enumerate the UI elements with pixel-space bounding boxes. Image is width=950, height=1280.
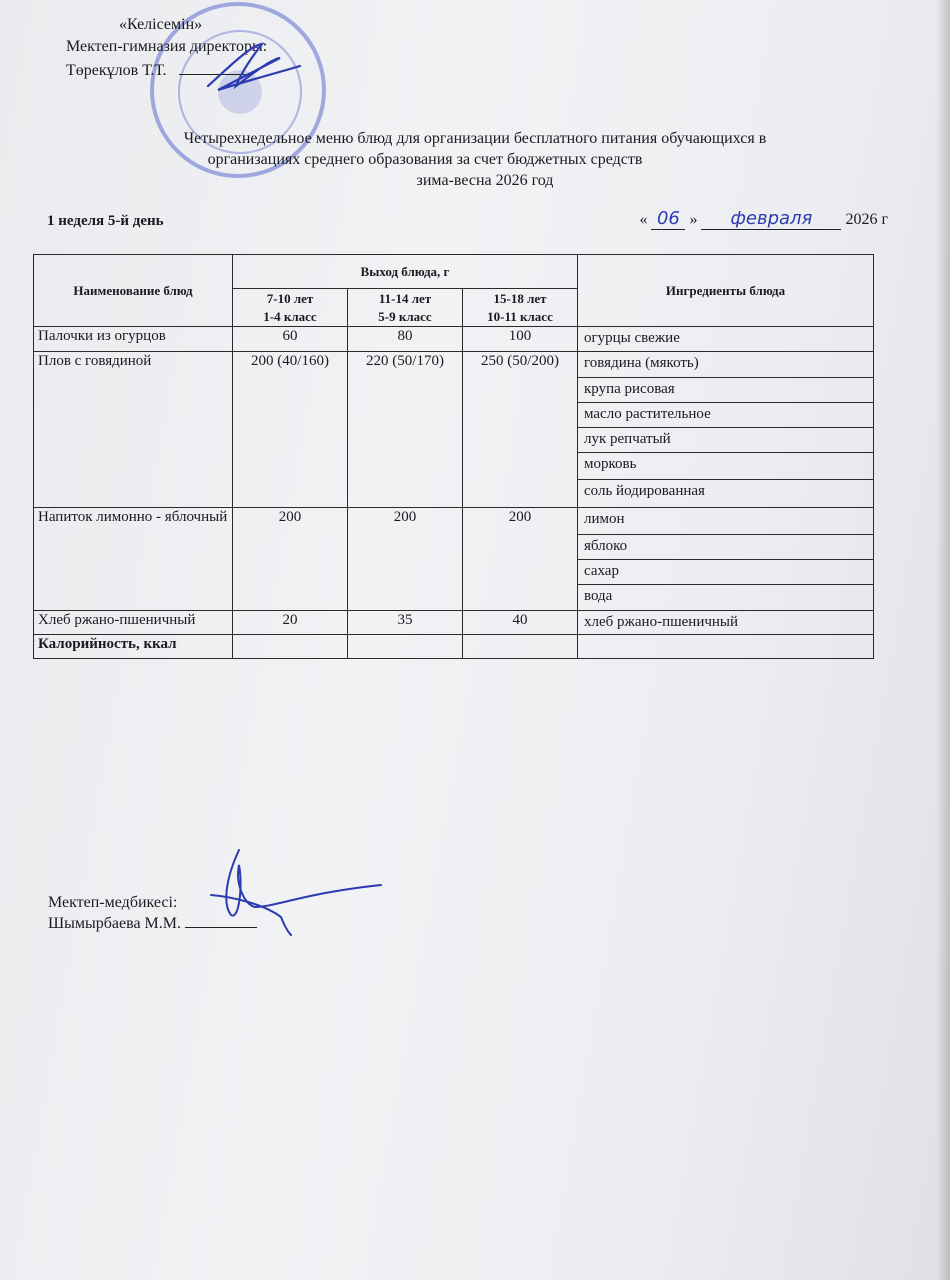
ingredients-cell: [578, 352, 874, 508]
director-signature: [200, 36, 310, 96]
date-open-quote: «: [639, 211, 648, 228]
approval-position: Мектеп-гимназия директоры:: [66, 38, 268, 55]
ingredient: соль йодированная: [584, 483, 705, 499]
title-line-3: зима-весна 2026 год: [416, 172, 554, 189]
page-edge-shadow: [936, 0, 950, 1280]
dish-name: Плов с говядиной: [34, 352, 233, 508]
date-line: [639, 208, 888, 230]
title-line-1: Четырехнедельное меню блюд для организации бесплатного питания обучающихся в: [183, 130, 767, 147]
yield-value: 200: [463, 508, 578, 611]
calories-value: [348, 635, 463, 659]
yield-value: 200 (40/160): [233, 352, 348, 508]
ingredients-cell: [578, 508, 874, 611]
dish-name: Напиток лимонно - яблочный: [34, 508, 233, 611]
medic-position: Мектеп-медбикесі:: [48, 894, 178, 911]
director-name: Төрекұлов Т.Т.: [66, 62, 167, 79]
yield-value: 220 (50/170): [348, 352, 463, 508]
yield-value: 80: [348, 327, 463, 352]
ingredient: сахар: [578, 560, 873, 585]
table-row: [34, 352, 874, 508]
ingredient: лук репчатый: [578, 428, 873, 453]
calories-value: [463, 635, 578, 659]
yield-value: 200: [348, 508, 463, 611]
yield-value: 60: [233, 327, 348, 352]
date-day: 06: [651, 208, 685, 230]
calories-row: [34, 635, 874, 659]
menu-table: [33, 254, 874, 659]
ingredient: яблоко: [578, 535, 873, 560]
ingredient: вода: [584, 588, 613, 604]
ingredient: крупа рисовая: [578, 378, 873, 403]
title-line-2: организациях среднего образования за счет бюджетных средств: [207, 151, 643, 168]
week-day: 1 неделя 5-й день: [47, 213, 164, 229]
calories-ingredients: [578, 635, 874, 659]
date-close-quote: »: [689, 211, 698, 228]
ingredients-cell: [578, 327, 874, 352]
date-year: 2026 г: [845, 211, 888, 228]
table-row: [34, 508, 874, 611]
ingredients-cell: [578, 611, 874, 635]
header-dish: Наименование блюд: [34, 255, 233, 327]
table-row: [34, 611, 874, 635]
ingredient: лимон: [578, 508, 873, 535]
yield-value: 20: [233, 611, 348, 635]
ingredient: морковь: [578, 453, 873, 480]
ingredient: огурцы свежие: [584, 330, 680, 346]
yield-value: 250 (50/200): [463, 352, 578, 508]
header-age-group-2: 11-14 лет 5-9 класс: [348, 289, 463, 327]
header-age-group-3: 15-18 лет 10-11 класс: [463, 289, 578, 327]
date-month: февраля: [701, 208, 841, 230]
medic-signature: [205, 845, 385, 940]
calories-label: Калорийность, ккал: [34, 635, 233, 659]
header-ingredients: Ингредиенты блюда: [578, 255, 874, 327]
calories-value: [233, 635, 348, 659]
approval-agree: «Келісемін»: [119, 16, 203, 33]
ingredient: хлеб ржано-пшеничный: [584, 614, 739, 630]
yield-value: 35: [348, 611, 463, 635]
dish-name: Палочки из огурцов: [34, 327, 233, 352]
table-row: [34, 327, 874, 352]
yield-value: 40: [463, 611, 578, 635]
header-age-group-1: 7-10 лет 1-4 класс: [233, 289, 348, 327]
document-title: [60, 128, 890, 191]
ingredient: говядина (мякоть): [578, 352, 873, 378]
yield-value: 200: [233, 508, 348, 611]
dish-name: Хлеб ржано-пшеничный: [34, 611, 233, 635]
medic-name: Шымырбаева М.М.: [48, 915, 182, 932]
header-yield: Выход блюда, г: [233, 255, 578, 289]
yield-value: 100: [463, 327, 578, 352]
ingredient: масло растительное: [578, 403, 873, 428]
